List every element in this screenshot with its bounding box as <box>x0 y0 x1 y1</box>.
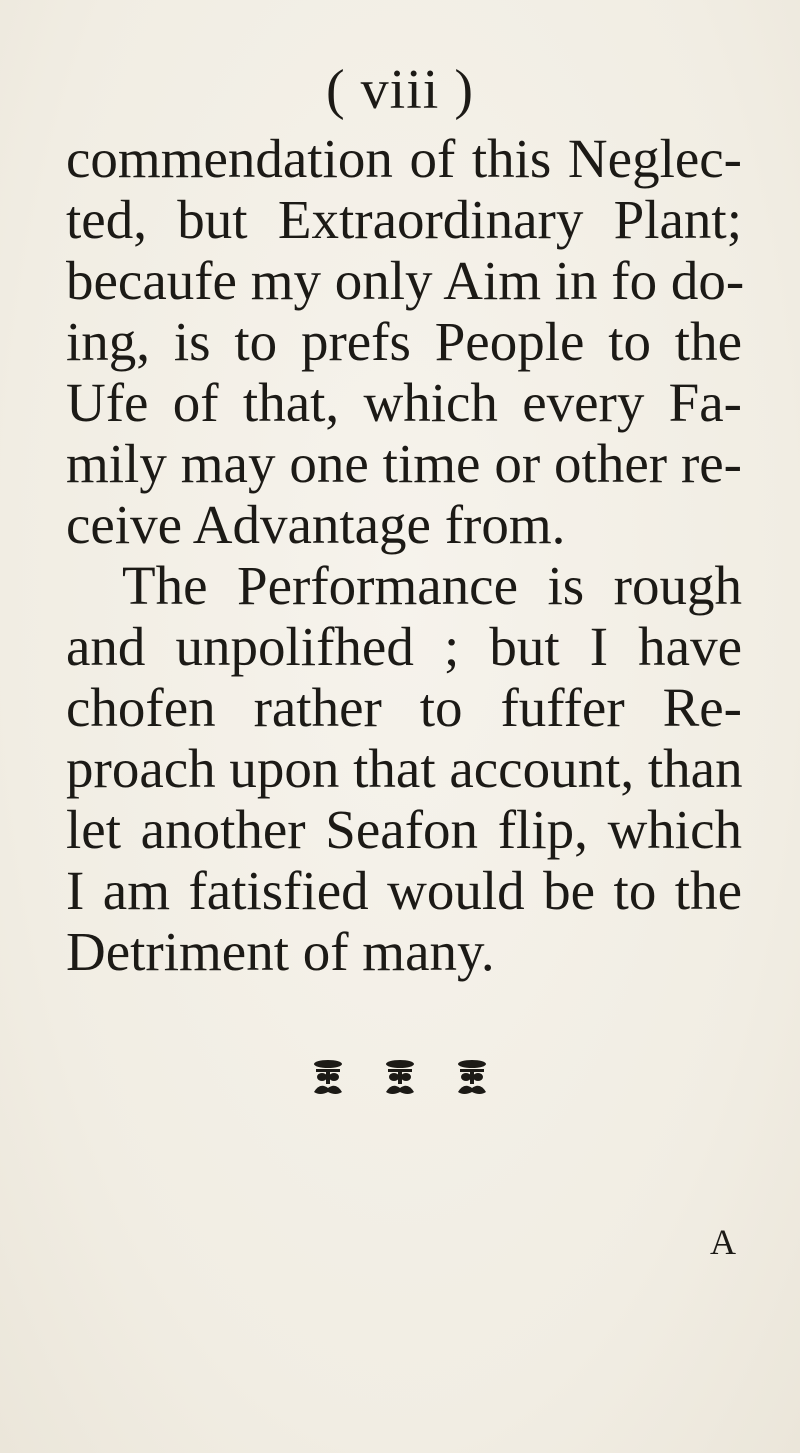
text-line: proach upon that account, than <box>66 738 743 799</box>
page-number: ( viii ) <box>326 59 474 121</box>
text-line: mily may one time or other re- <box>66 433 742 494</box>
fleuron-ornament-icon <box>454 1058 490 1098</box>
catchword: A <box>710 1222 736 1262</box>
text-line: commendation of this Neglec- <box>66 128 742 189</box>
text-line: I am fatisfied would be to the <box>66 860 742 921</box>
text-line-paragraph-start: The Performance is rough <box>122 555 742 616</box>
ornament-row <box>0 1058 800 1098</box>
fleuron-ornament-icon <box>382 1058 418 1098</box>
text-line: Ufe of that, which every Fa- <box>66 372 742 433</box>
text-line: ted, but Extraordinary Plant; <box>66 189 742 250</box>
text-line: ceive Advantage from. <box>66 494 566 555</box>
text-line: chofen rather to fuffer Re- <box>66 677 742 738</box>
text-line: Detriment of many. <box>66 921 495 982</box>
text-line: ing, is to prefs People to the <box>66 311 742 372</box>
text-line: becaufe my only Aim in fo do- <box>66 250 745 311</box>
fleuron-ornament-icon <box>310 1058 346 1098</box>
text-line: let another Seafon flip, which <box>66 799 742 860</box>
body-text <box>66 128 745 982</box>
text-line: and unpolifhed ; but I have <box>66 616 742 677</box>
